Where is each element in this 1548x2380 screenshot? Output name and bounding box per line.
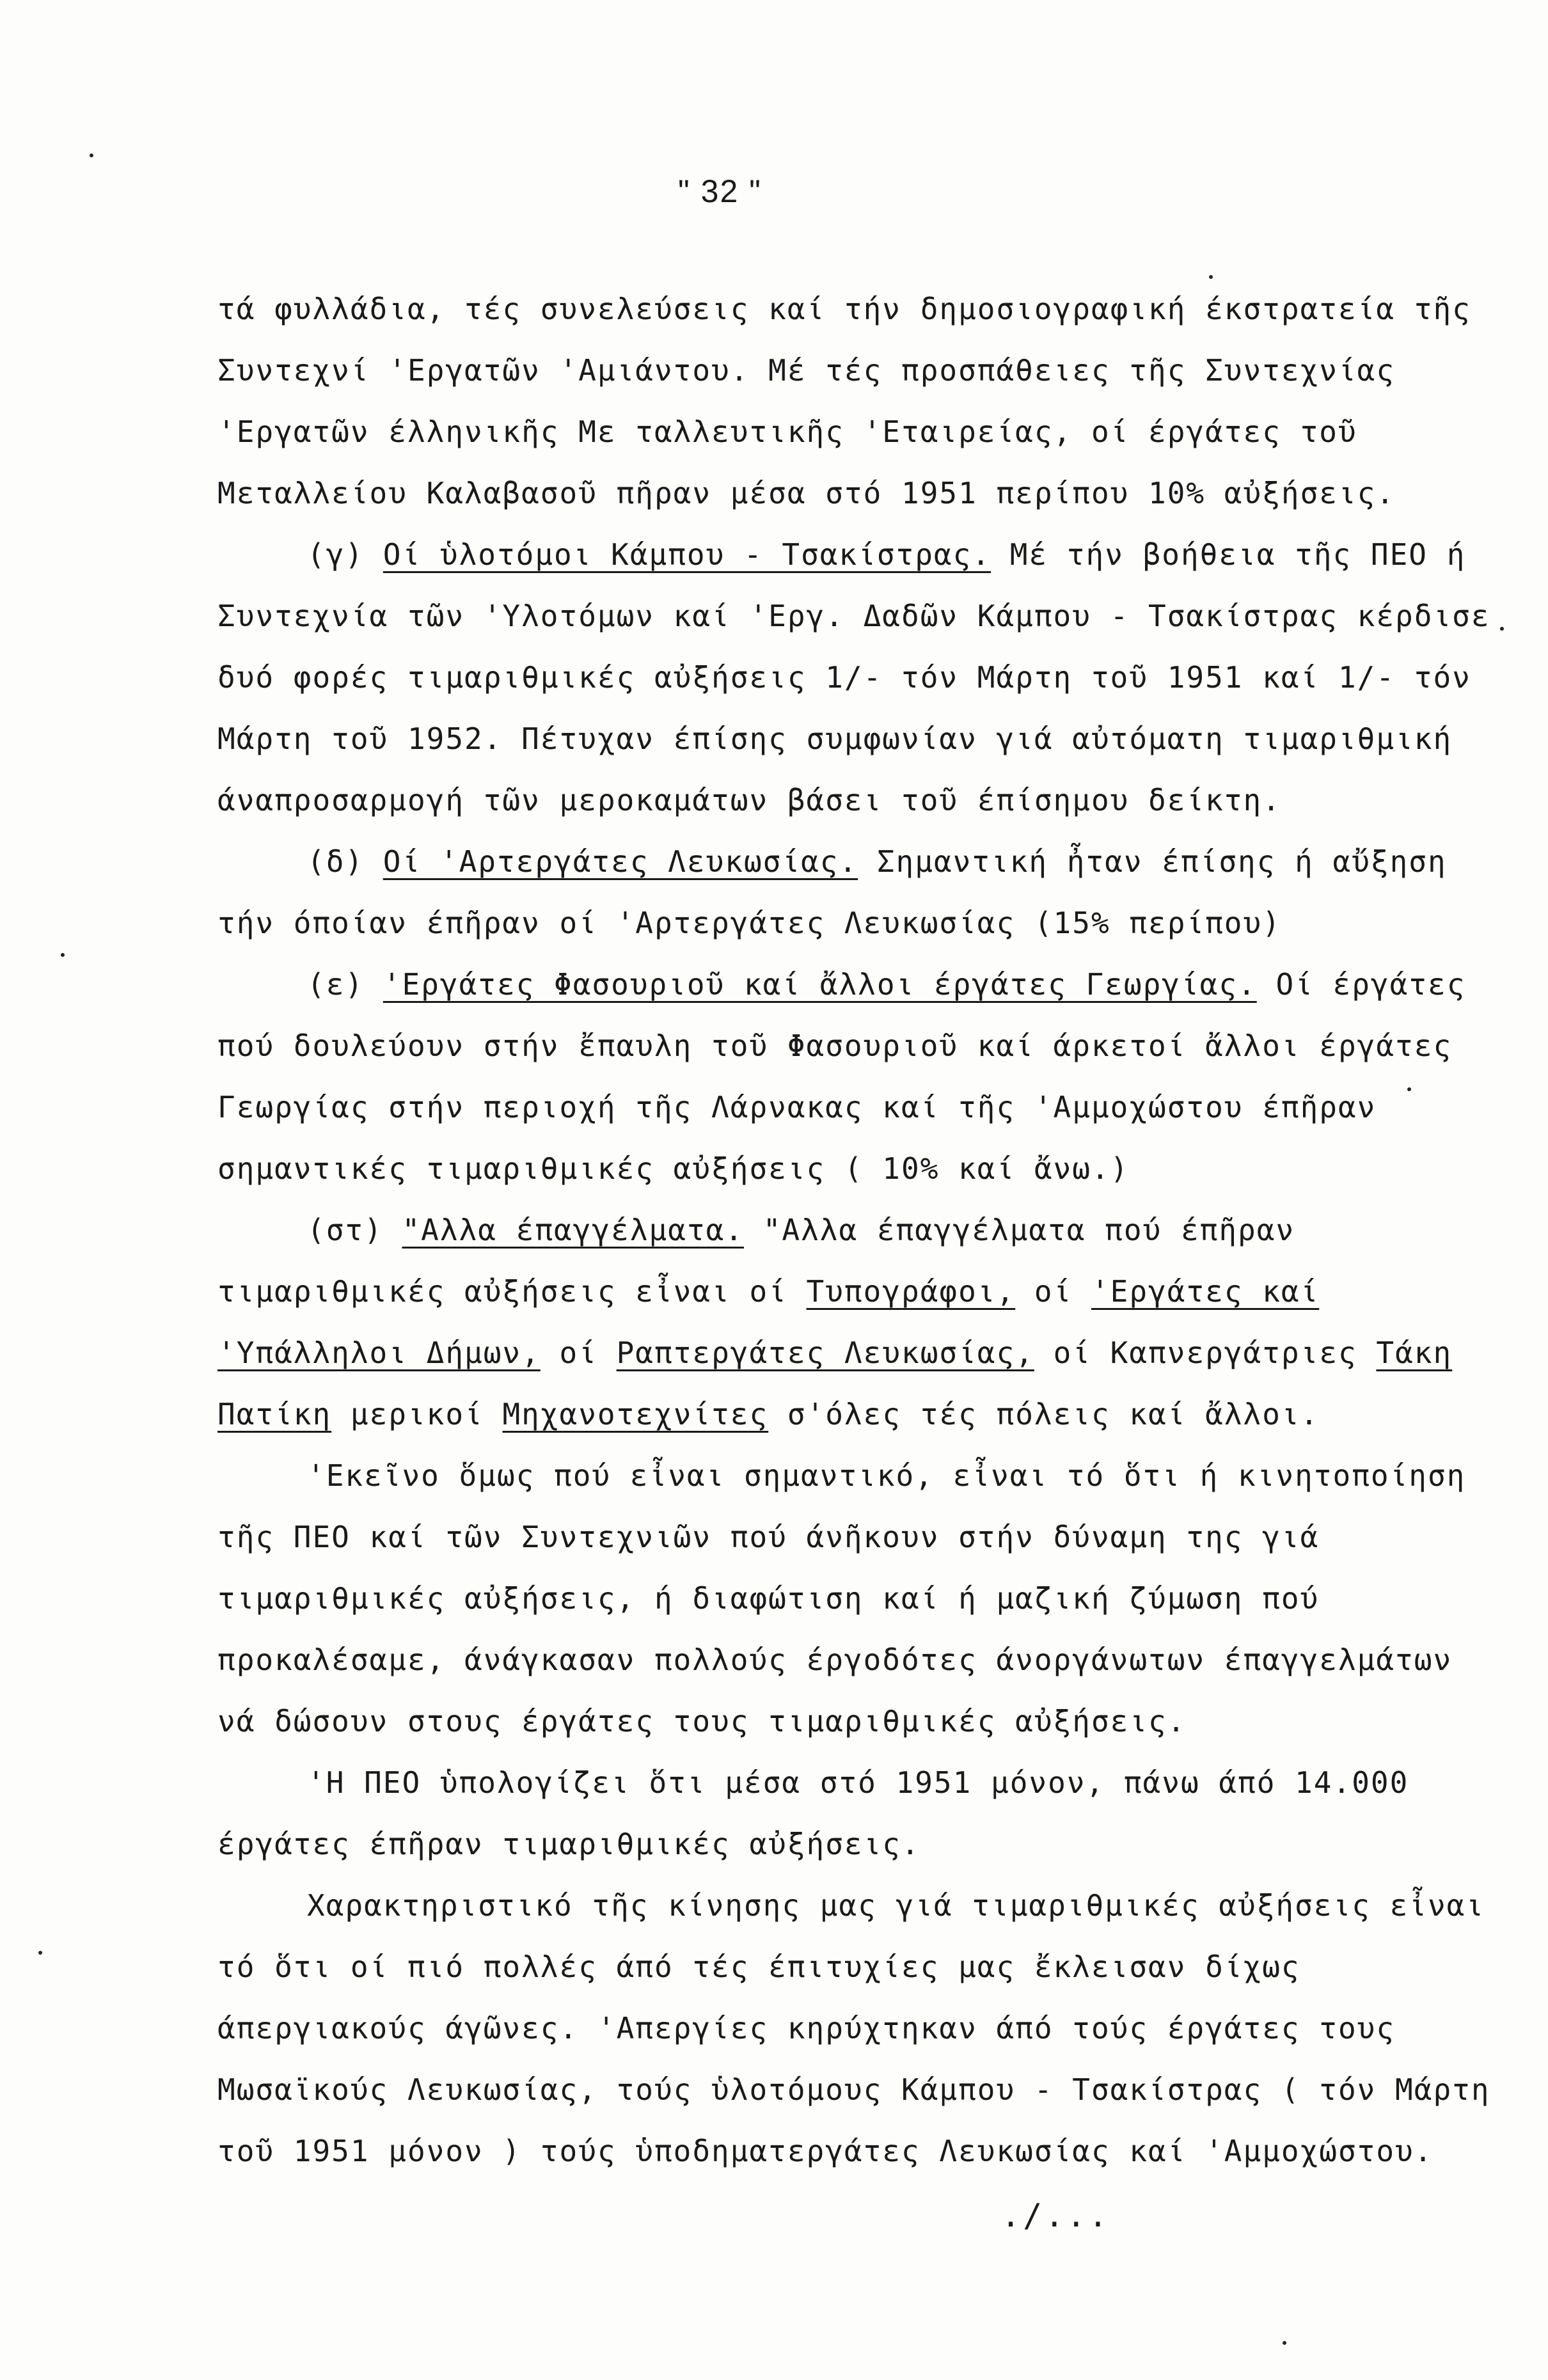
section-heading: 'Εργάτες Φασουριοῦ καί ἄλλοι έργάτες Γεωργίας. [383,967,1257,1002]
paragraph-text: οί Καπνεργάτριες [1053,1336,1357,1370]
paragraph-text: οί [559,1336,597,1370]
paragraph-text: Οί έργάτες πού δουλεύουν στήν ἔπαυλη τοῦ Φασουριοῦ καί άρκετοί ἄλλοι έργάτες Γεωργίας στήν περιοχή τῆς Λάρνακας καί τῆς 'Αμμοχώστου έπῆραν σημαντικές τιμαριθμικές αὐξήσεις ( 10% καί ἄνω.) [217,967,1466,1186]
item-label: (στ) [307,1213,383,1247]
paragraph-text: "Αλλα έπαγγέλματα πού έπῆραν τιμαριθμικές αὐξήσεις εἶναι οί [217,1213,1295,1309]
scan-speck [1500,627,1504,631]
paragraph-mobilization: 'Εκεῖνο ὅμως πού εἶναι σημαντικό, εἶναι τό ὅτι ή κινητοποίηση τῆς ΠΕΟ καί τῶν Συντεχνιῶν πού άνῆκουν στήν δύναμη της γιά τιμαριθμικές αὐξήσεις, ή διαφώτιση καί ή μαζική ζύμωση πού προκαλέσαμε, άνάγκασαν πολλούς έργοδότες άνοργάνωτων έπαγγελμάτων νά δώσουν στους έργάτες τους τιμαριθμικές αὐξήσεις. [217,1458,1466,1738]
item-label: (δ) [307,844,365,879]
paragraph-text: μερικοί [350,1397,484,1431]
scan-speck [38,1951,42,1955]
paragraph-text: σ'όλες τές πόλεις καί ἄλλοι. [787,1397,1320,1431]
continuation-mark: .∕... [1001,2197,1110,2234]
paragraph-woodcutters [217,524,1497,831]
paragraph-text: οί [1034,1274,1073,1309]
page-number: " 32 " [678,173,762,209]
item-label: (γ) [307,537,365,572]
scan-speck [61,953,65,957]
underlined-group: Μηχανοτεχνίτες [502,1397,769,1431]
scan-speck [1407,1087,1411,1091]
paragraph-strikes: Χαρακτηριστικό τῆς κίνησης μας γιά τιμαριθμικές αὐξήσεις εἶναι τό ὅτι οί πιό πολλές άπό τές έπιτυχίες μας ἔκλεισαν δίχως άπεργιακούς άγῶνες. 'Απεργίες κηρύχτηκαν άπό τούς έργάτες τους Μωσαϊκούς Λευκωσίας, τούς ὑλοτόμους Κάμπου - Τσακίστρας ( τόν Μάρτη τοῦ 1951 μόνον ) τούς ὑποδηματεργάτες Λευκωσίας καί 'Αμμοχώστου. [217,1888,1490,2168]
section-heading: Οί 'Αρτεργάτες Λευκωσίας. [383,844,858,879]
paragraph-bakers [217,831,1497,954]
scan-speck [90,154,93,157]
underlined-group: Τάκη Πατίκη [217,1336,1453,1431]
underlined-group: Ραπτεργάτες Λευκωσίας, [616,1336,1034,1370]
paragraph-text: Σημαντική ἦταν έπίσης ή αὔξηση τήν όποίαν έπῆραν οί 'Αρτεργάτες Λευκωσίας (15% περίπου) [217,844,1447,940]
scan-speck [1209,275,1213,279]
body-text [217,278,1497,2182]
paragraph-agriculture [217,954,1497,1199]
underlined-group: Τυπογράφοι, [806,1274,1016,1309]
section-heading: "Αλλα έπαγγέλματα. [402,1213,744,1247]
item-label: (ε) [307,967,365,1002]
paragraph-intro: τά φυλλάδια, τές συνελεύσεις καί τήν δημοσιογραφική έκστρατεία τῆς Συντεχνί 'Εργατῶν 'Αμιάντου. Μέ τές προσπάθειες τῆς Συντεχνίας 'Εργατῶν έλληνικῆς Με ταλλευτικῆς 'Εταιρείας, οί έργάτες τοῦ Μεταλλείου Καλαβασοῦ πῆραν μέσα στό 1951 περίπου 10% αὐξήσεις. [217,292,1471,510]
section-heading: Οί ὑλοτόμοι Κάμπου - Τσακίστρας. [383,537,991,572]
paragraph-peo-estimate: 'Η ΠΕΟ ὑπολογίζει ὅτι μέσα στό 1951 μόνον, πάνω άπό 14.000 έργάτες έπῆραν τιμαριθμικές αὐξήσεις. [217,1765,1409,1861]
paragraph-other-professions [217,1199,1497,1445]
scan-speck [1283,2341,1286,2345]
underlined-group: 'Εργάτες καί 'Υπάλληλοι Δήμων, [217,1274,1320,1370]
paragraph-text: Μέ τήν βοήθεια τῆς ΠΕΟ ή Συντεχνία τῶν 'Υλοτόμων καί 'Εργ. Δαδῶν Κάμπου - Τσακίστρας κέρδισε δυό φορές τιμαριθμικές αὐξήσεις 1/- τόν Μάρτη τοῦ 1951 καί 1/- τόν Μάρτη τοῦ 1952. Πέτυχαν έπίσης συμφωνίαν γιά αὐτόματη τιμαριθμική άναπροσαρμογή τῶν μεροκαμάτων βάσει τοῦ έπίσημου δείκτη. [217,537,1490,817]
